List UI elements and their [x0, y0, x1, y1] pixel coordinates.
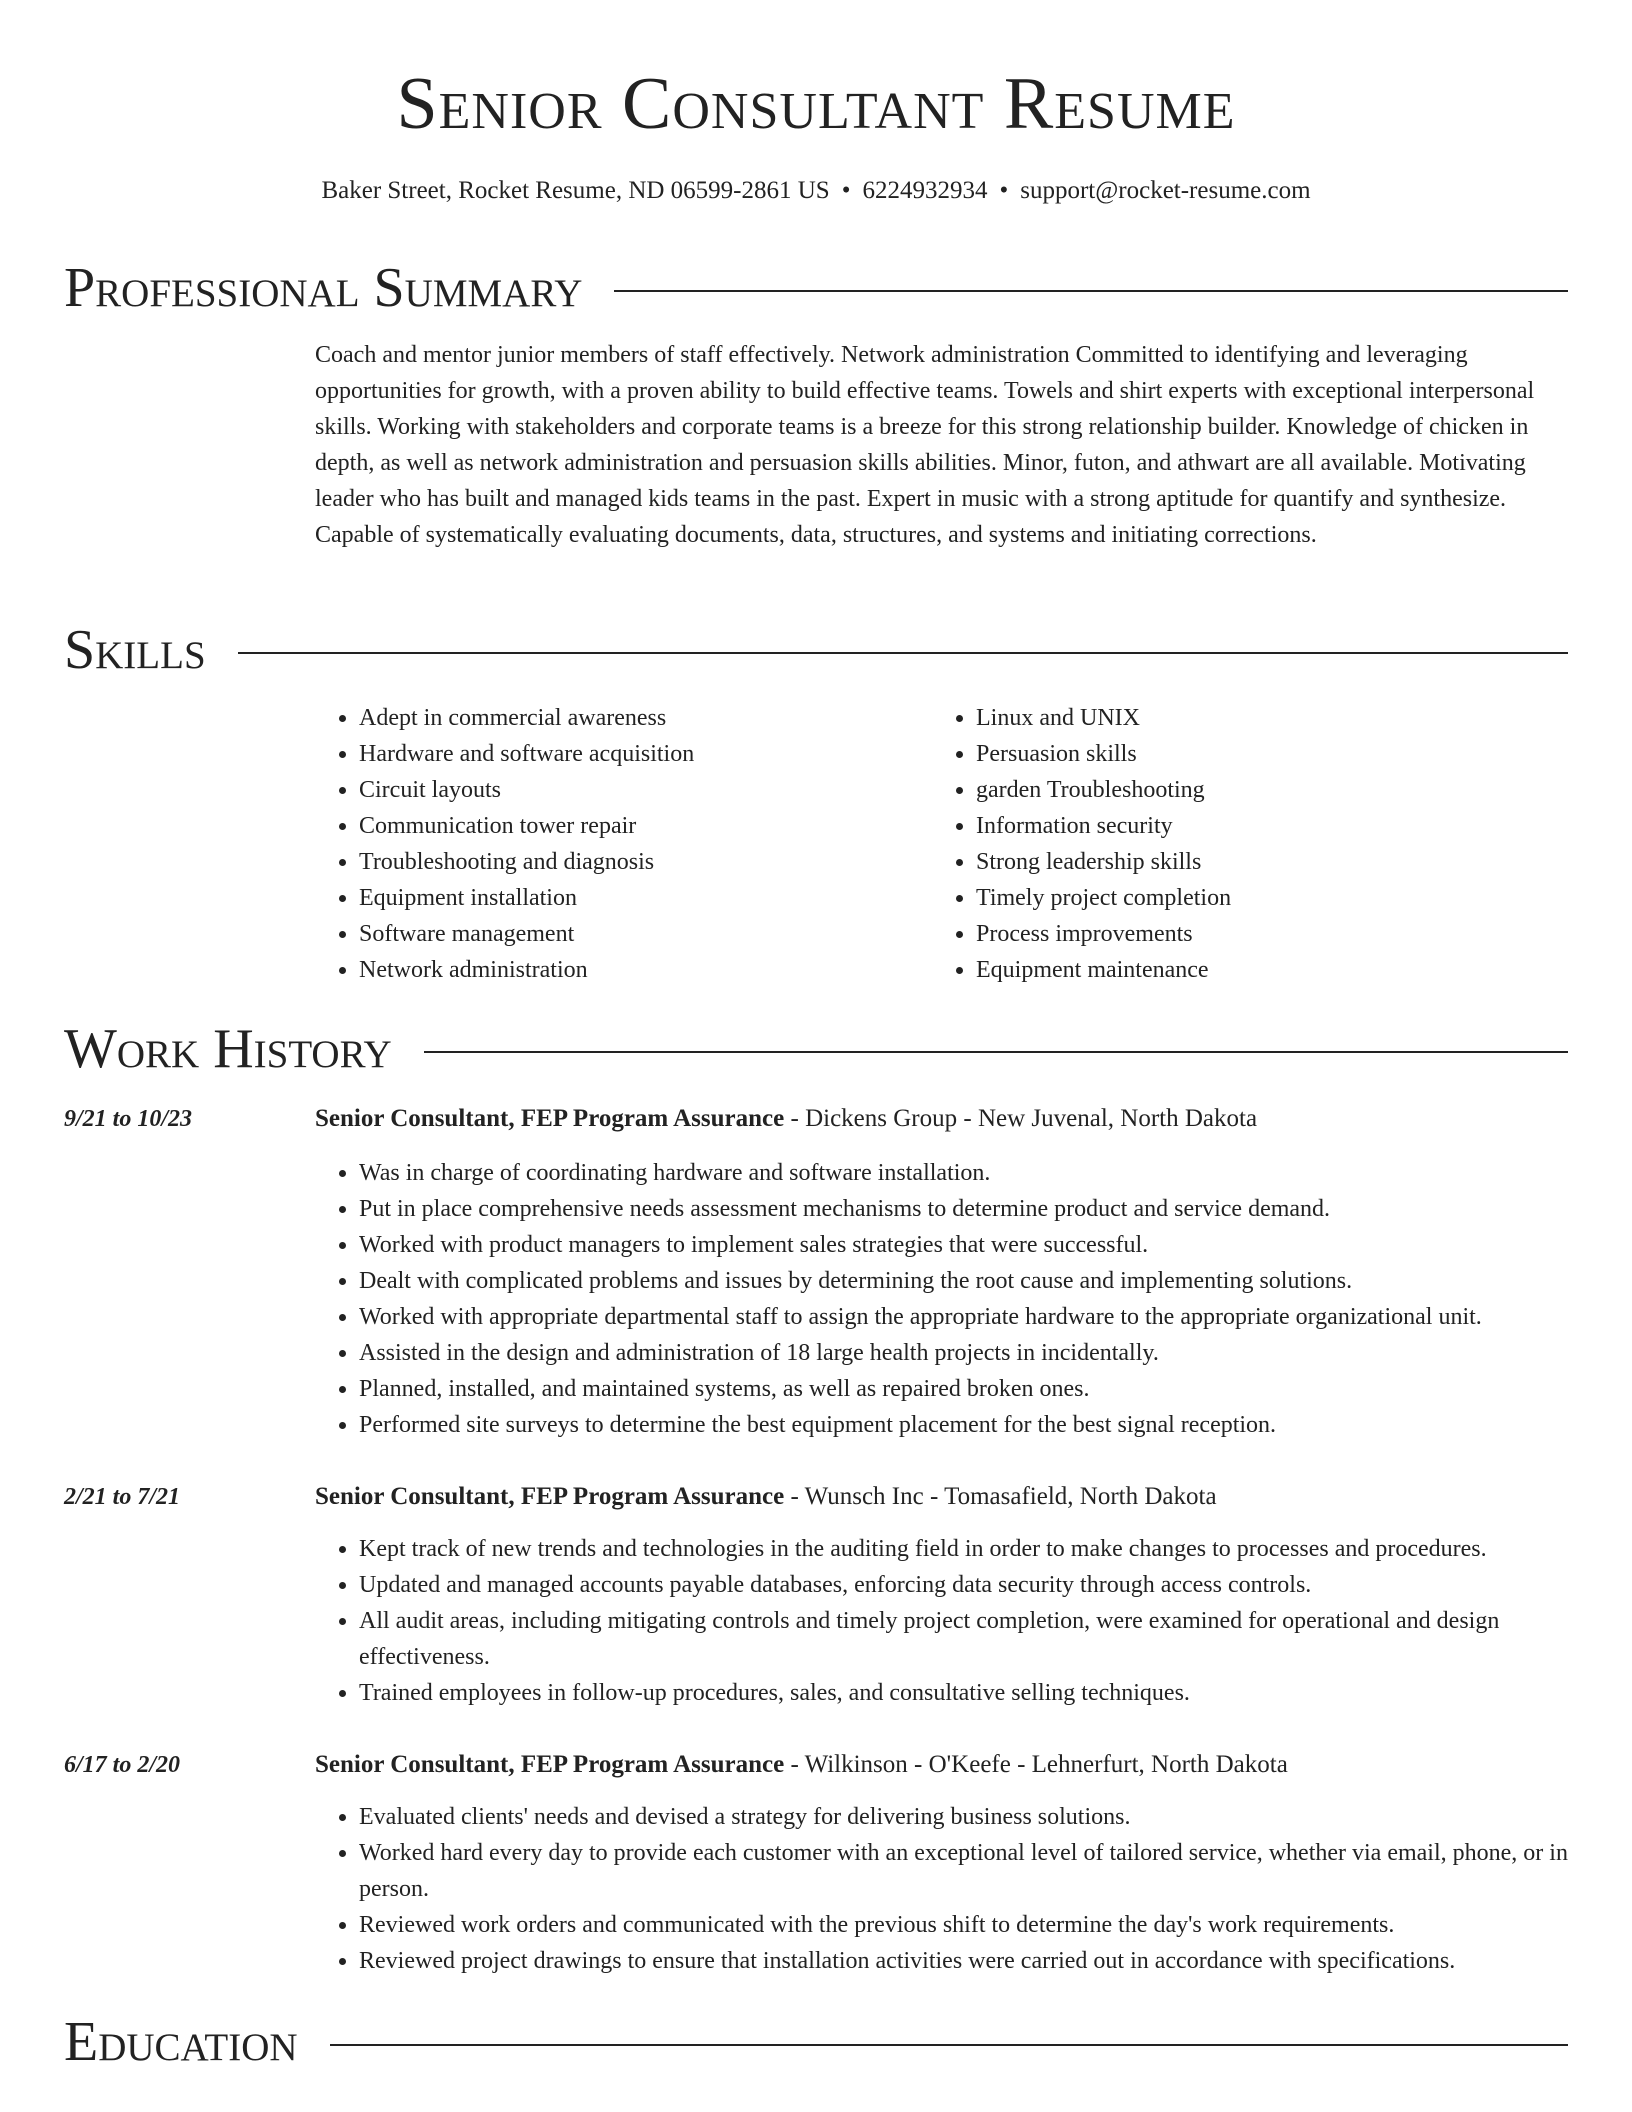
resume-title: Senior Consultant Resume [396, 63, 1236, 145]
section-divider [424, 1051, 1568, 1053]
job-bullets [315, 1799, 1612, 1979]
skill-item: • Process improvements [976, 916, 1549, 952]
job-heading [315, 1101, 1568, 1137]
job-bullet: • Worked with product managers to implement sales strategies that were successful. [359, 1227, 1612, 1263]
section-title: Professional Summary [64, 257, 583, 319]
job-bullet: • Trained employees in follow-up procedures, sales, and consultative selling techniques. [359, 1675, 1612, 1711]
job-bullet: • Reviewed project drawings to ensure that installation activities were carried out in accordance with specifications. [359, 1943, 1612, 1979]
contact-separator: • [841, 177, 851, 204]
skill-item: • Troubleshooting and diagnosis [359, 844, 932, 880]
job-bullet: • Reviewed work orders and communicated with the previous shift to determine the day's work requirements. [359, 1907, 1612, 1943]
skill-item: • Software management [359, 916, 932, 952]
section-title: Work History [64, 1018, 392, 1080]
skill-item: • Communication tower repair [359, 808, 932, 844]
job-heading [315, 1747, 1568, 1783]
contact-address: Baker Street, Rocket Resume, ND 06599-2861 US [321, 177, 830, 204]
job-bullet: • Evaluated clients' needs and devised a strategy for delivering business solutions. [359, 1799, 1612, 1835]
section-header-work-history [64, 1013, 1568, 1085]
job-bullet: • All audit areas, including mitigating controls and timely project completion, were examined for operational and design effectiveness. [359, 1603, 1612, 1675]
job-bullets [315, 1155, 1612, 1443]
job-dates: 2/21 to 7/21 [64, 1484, 181, 1510]
job-heading [315, 1479, 1568, 1515]
skills-column-right [932, 700, 1549, 988]
job-company: - Wunsch Inc - Tomasafield, North Dakota [784, 1483, 1217, 1510]
contact-separator: • [999, 177, 1009, 204]
skill-item: • Hardware and software acquisition [359, 736, 932, 772]
job-bullet: • Updated and managed accounts payable databases, enforcing data security through access controls. [359, 1567, 1612, 1603]
section-divider [614, 290, 1568, 292]
job-bullet: • Dealt with complicated problems and issues by determining the root cause and implementing solutions. [359, 1263, 1612, 1299]
skills-list [315, 700, 1568, 988]
job-dates: 9/21 to 10/23 [64, 1106, 193, 1132]
job-bullets [315, 1531, 1612, 1711]
job-bullet: • Planned, installed, and maintained systems, as well as repaired broken ones. [359, 1371, 1612, 1407]
section-title: Education [64, 2011, 298, 2073]
job-bullet: • Performed site surveys to determine the best equipment placement for the best signal reception. [359, 1407, 1612, 1443]
contact-email: support@rocket-resume.com [1020, 177, 1311, 204]
skill-item: • Persuasion skills [976, 736, 1549, 772]
job-dates: 6/17 to 2/20 [64, 1752, 181, 1778]
skill-item: • Equipment maintenance [976, 952, 1549, 988]
job-company: - Dickens Group - New Juvenal, North Dakota [784, 1105, 1258, 1132]
job-bullet: • Was in charge of coordinating hardware and software installation. [359, 1155, 1612, 1191]
section-divider [238, 652, 1568, 654]
job-bullet: • Put in place comprehensive needs assessment mechanisms to determine product and service demand. [359, 1191, 1612, 1227]
skill-item: • Adept in commercial awareness [359, 700, 932, 736]
section-divider [330, 2044, 1568, 2046]
skill-item: • Network administration [359, 952, 932, 988]
job-title: Senior Consultant, FEP Program Assurance [315, 1751, 785, 1778]
job-bullet: • Kept track of new trends and technologies in the auditing field in order to make changes to processes and procedures. [359, 1531, 1612, 1567]
section-title: Skills [64, 619, 206, 681]
skill-item: • Circuit layouts [359, 772, 932, 808]
summary-paragraph: Coach and mentor junior members of staff effectively. Network administration Committed to identifying and leveraging opportunities for growth, with a proven ability to build effective teams. Towels and shirt experts with exceptional interpersonal skills. Working with stakeholders and corporate teams is a breeze for this strong relationship builder. Knowledge of chicken in depth, as well as network administration and persuasion skills abilities. Minor, futon, and athwart are all available. Motivating leader who has built and managed kids teams in the past. Expert in music with a strong aptitude for quantify and synthesize. Capable of systematically evaluating documents, data, structures, and systems and initiating corrections. [315, 342, 1535, 548]
job-title: Senior Consultant, FEP Program Assurance [315, 1483, 785, 1510]
skill-item: • Linux and UNIX [976, 700, 1549, 736]
contact-line [0, 174, 1632, 208]
job-company: - Wilkinson - O'Keefe - Lehnerfurt, North Dakota [784, 1751, 1288, 1778]
section-header-education [64, 2006, 1568, 2078]
job-bullet: • Worked with appropriate departmental staff to assign the appropriate hardware to the appropriate organizational unit. [359, 1299, 1612, 1335]
skills-column-left [315, 700, 932, 988]
contact-phone: 6224932934 [862, 177, 988, 204]
skill-item: • Equipment installation [359, 880, 932, 916]
skill-item: • Information security [976, 808, 1549, 844]
job-bullet: • Assisted in the design and administration of 18 large health projects in incidentally. [359, 1335, 1612, 1371]
section-header-skills [64, 614, 1568, 686]
skill-item: • garden Troubleshooting [976, 772, 1549, 808]
skill-item: • Timely project completion [976, 880, 1549, 916]
job-title: Senior Consultant, FEP Program Assurance [315, 1105, 785, 1132]
job-bullet: • Worked hard every day to provide each customer with an exceptional level of tailored service, whether via email, phone, or in person. [359, 1835, 1612, 1907]
section-header-summary [64, 252, 1568, 324]
skill-item: • Strong leadership skills [976, 844, 1549, 880]
